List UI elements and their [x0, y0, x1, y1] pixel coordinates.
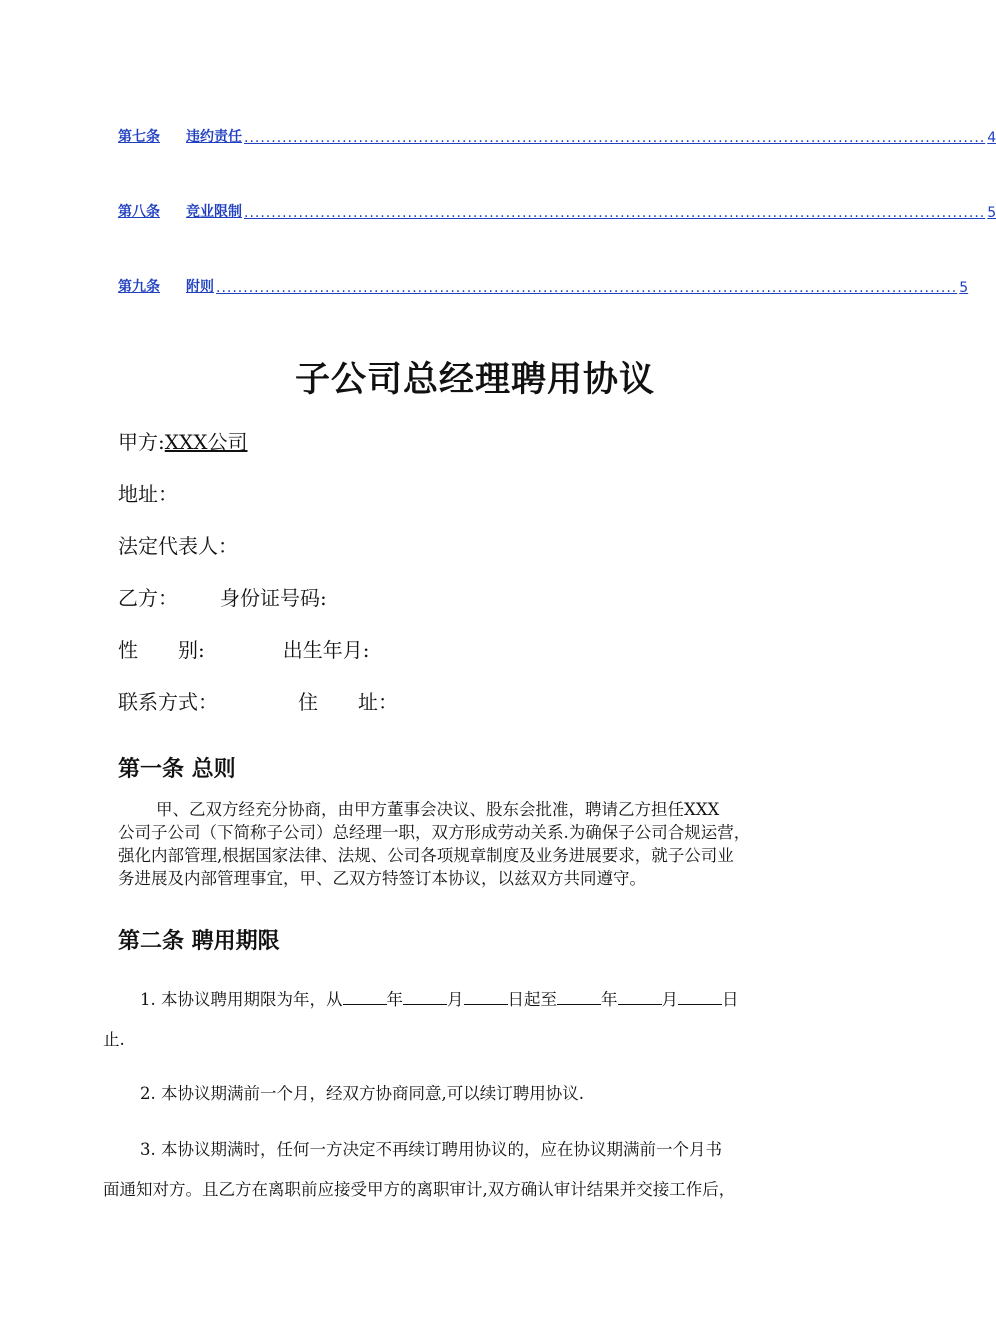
article-1-line: 甲、乙双方经充分协商，由甲方董事会决议、股东会批准，聘请乙方担任XXX [156, 800, 720, 819]
year-label: 年 [386, 990, 403, 1009]
article-1-body [118, 798, 838, 890]
toc-item-title: 附则 [186, 279, 214, 295]
toc-item-9[interactable] [118, 274, 969, 296]
day-label: 日起至 [507, 990, 557, 1009]
toc-item-number: 第七条 [118, 129, 160, 145]
blank-underline [678, 990, 722, 1005]
party-a-value: XXX公司 [164, 430, 248, 454]
article-1-heading: 第一条 总则 [118, 757, 236, 782]
item-number: 2. [140, 1084, 156, 1103]
toc-item-8[interactable] [118, 199, 996, 221]
year-label: 年 [601, 990, 618, 1009]
article-2-item-2 [140, 1080, 584, 1104]
toc-item-title: 违约责任 [186, 129, 242, 145]
article-2-item-3-continuation: 面通知对方。且乙方在离职前应接受甲方的离职审计,双方确认审计结果并交接工作后， [103, 1180, 736, 1199]
id-number-label: 身份证号码: [220, 586, 327, 610]
gender-label: 性 别: [118, 638, 205, 662]
blank-underline [618, 990, 662, 1005]
party-a-field [118, 426, 247, 455]
toc-leader-dots: ........................................................................................................................................ [216, 280, 958, 296]
month-label: 月 [661, 990, 678, 1009]
gender-field [118, 634, 370, 663]
item-number: 3. [140, 1140, 156, 1159]
legal-rep-label: 法定代表人： [118, 534, 238, 558]
item-text: 本协议期满前一个月，经双方协商同意,可以续订聘用协议. [161, 1084, 584, 1103]
toc-leader-dots: ........................................................................................................................................ [244, 205, 986, 221]
contact-field [118, 686, 398, 715]
article-1-line: 务进展及内部管理事宜，甲、乙双方特签订本协议，以兹双方共同遵守。 [118, 869, 646, 888]
blank-underline [403, 990, 447, 1005]
toc-item-page: 5 [959, 280, 969, 296]
article-1-line: 公司子公司（下简称子公司）总经理一职，双方形成劳动关系.为确保子公司合规运营， [118, 823, 751, 842]
toc-item-number: 第九条 [118, 279, 160, 295]
contact-label: 联系方式： [118, 690, 218, 714]
item-text: 本协议期满时，任何一方决定不再续订聘用协议的，应在协议期满前一个月书 [161, 1140, 722, 1159]
blank-underline [464, 990, 508, 1005]
item-text: 本协议聘用期限为年，从 [161, 990, 343, 1009]
month-label: 月 [447, 990, 464, 1009]
day-label: 日 [722, 990, 739, 1009]
party-b-label: 乙方： [118, 586, 178, 610]
item-number: 1. [140, 990, 156, 1009]
article-1-line: 强化内部管理,根据国家法律、法规、公司各项规章制度及业务进展要求，就子公司业 [118, 846, 734, 865]
document-title: 子公司总经理聘用协议 [294, 360, 655, 400]
toc-leader-dots: ........................................................................................................................................ [244, 130, 986, 146]
article-2-item-1 [140, 986, 739, 1010]
toc-item-7[interactable] [118, 124, 996, 146]
blank-underline [343, 990, 387, 1005]
party-b-field [118, 582, 327, 611]
article-2-item-3 [140, 1136, 722, 1160]
toc-item-page: 5 [987, 205, 996, 221]
residence-label: 住 址： [298, 690, 398, 714]
blank-underline [557, 990, 601, 1005]
article-2-heading: 第二条 聘用期限 [118, 929, 280, 954]
toc-item-page: 4 [987, 130, 996, 146]
party-a-label: 甲方: [118, 430, 165, 454]
article-2-item-1-continuation: 止. [103, 1030, 125, 1049]
address-label: 地址： [118, 482, 178, 506]
toc-item-title: 竞业限制 [186, 204, 242, 220]
toc-item-number: 第八条 [118, 204, 160, 220]
birth-label: 出生年月: [282, 638, 370, 662]
